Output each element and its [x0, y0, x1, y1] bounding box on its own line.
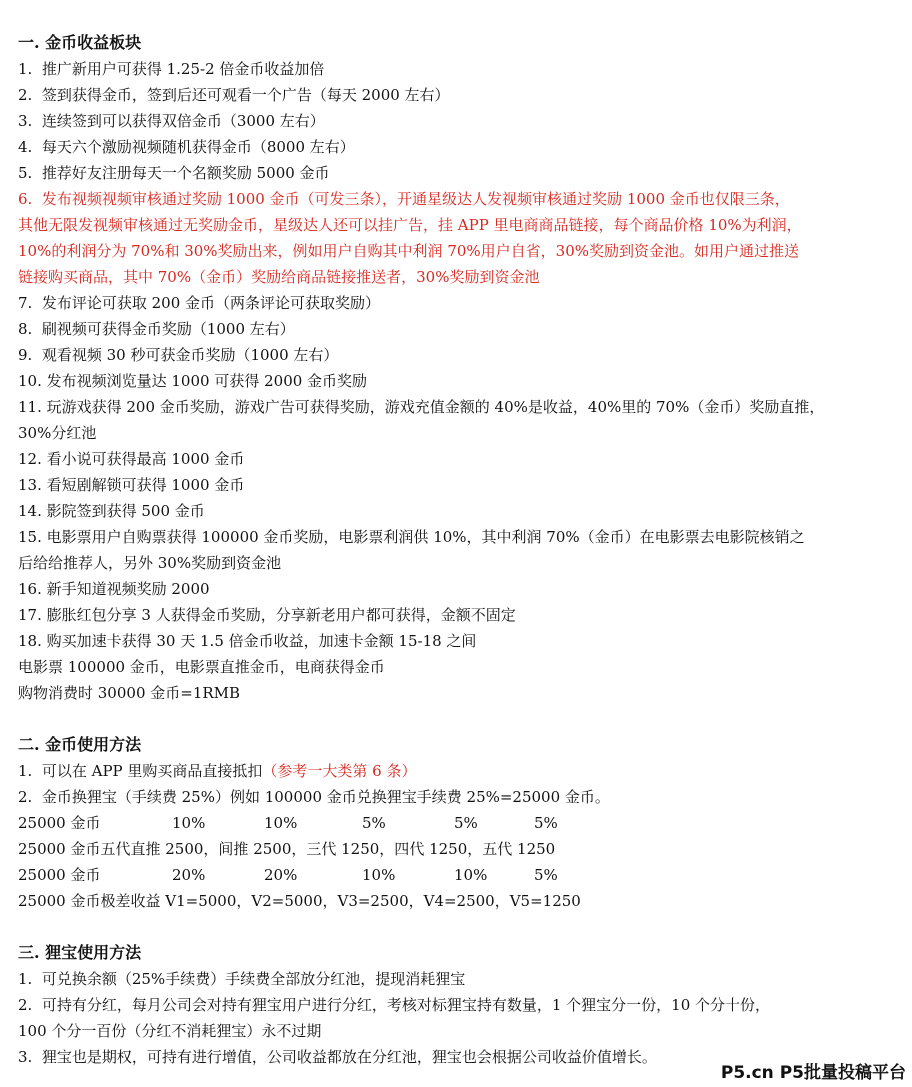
ratio-cell: 5% [534, 814, 558, 832]
section1-list [18, 56, 898, 706]
list-item: 10. 发布视频浏览量达 1000 可获得 2000 金币奖励 [18, 372, 368, 390]
highlight-line: 其他无限发视频审核通过无奖励金币，星级达人还可以挂广告，挂 APP 里电商商品链接，每个商品价格 10%为利润， [18, 216, 802, 234]
section1-title: 一. 金币收益板块 [18, 33, 142, 52]
list-item: 11. 玩游戏获得 200 金币奖励，游戏广告可获得奖励，游戏充值金额的 40%是收益，40%里的 70%（金币）奖励直推， [18, 398, 825, 416]
highlight-line: 10%的利润分为 70%和 30%奖励出来，例如用户自购其中利润 70%用户自省，30%奖励到资金池。如用户通过推送 [18, 242, 800, 260]
section2-list [18, 758, 898, 914]
list-item: 电影票 100000 金币，电影票直推金币，电商获得金币 [18, 658, 385, 676]
list-item: 7. 发布评论可获取 200 金币（两条评论可获取奖励） [18, 294, 381, 312]
ratio-cell: 25000 金币 [18, 814, 101, 832]
watermark: P5.cn P5批量投稿平台 [720, 1063, 906, 1083]
ratio-cell: 5% [362, 814, 386, 832]
ratio-cell: 5% [454, 814, 478, 832]
list-item: 12. 看小说可获得最高 1000 金币 [18, 450, 245, 468]
ratio-row [18, 810, 898, 836]
ratio-cell: 5% [534, 866, 558, 884]
section3-title: 三. 狸宝使用方法 [18, 943, 142, 962]
list-item: 2. 金币换狸宝（手续费 25%）例如 100000 金币兑换狸宝手续费 25%=25000 金币。 [18, 788, 610, 806]
list-item: 15. 电影票用户自购票获得 100000 金币奖励，电影票利润供 10%，其中利润 70%（金币）在电影票去电影院核销之 [18, 528, 805, 546]
list-item: 2. 可持有分红，每月公司会对持有狸宝用户进行分红，考核对标狸宝持有数量，1 个狸宝分一份，10 个分十份， [18, 996, 771, 1014]
list-item: 购物消费时 30000 金币=1RMB [18, 684, 241, 702]
highlight-line: 链接购买商品，其中 70%（金币）奖励给商品链接推送者，30%奖励到资金池 [18, 268, 540, 286]
ratio-cell: 10% [172, 814, 206, 832]
list-item [18, 758, 898, 784]
ratio-cell: 10% [362, 866, 396, 884]
list-item: 1. 可兑换余额（25%手续费）手续费全部放分红池，提现消耗狸宝 [18, 970, 466, 988]
list-item: 后给给推荐人，另外 30%奖励到资金池 [18, 554, 282, 572]
highlight-line: 6. 发布视频视频审核通过奖励 1000 金币（可发三条），开通星级达人发视频审核通过奖励 1000 金币也仅限三条， [18, 190, 790, 208]
list-item: 4. 每天六个激励视频随机获得金币（8000 左右） [18, 138, 355, 156]
ratio-cell: 20% [172, 866, 206, 884]
list-item: 1. 推广新用户可获得 1.25-2 倍金币收益加倍 [18, 60, 325, 78]
list-item: 18. 购买加速卡获得 30 天 1.5 倍金币收益，加速卡金额 15-18 之间 [18, 632, 477, 650]
list-item: 2. 签到获得金币，签到后还可观看一个广告（每天 2000 左右） [18, 86, 450, 104]
list-item: 3. 狸宝也是期权，可持有进行增值，公司收益都放在分红池，狸宝也会根据公司收益价值增长。 [18, 1048, 657, 1066]
document [18, 30, 898, 1070]
ratio-cell: 20% [264, 866, 298, 884]
section3-list [18, 966, 898, 1070]
list-item: 25000 金币极差收益 V1=5000，V2=5000，V3=2500，V4=2500，V5=1250 [18, 892, 581, 910]
list-item: 9. 观看视频 30 秒可获金币奖励（1000 左右） [18, 346, 339, 364]
section2-title: 二. 金币使用方法 [18, 735, 142, 754]
list-item: 25000 金币五代直推 2500，间推 2500，三代 1250，四代 1250，五代 1250 [18, 840, 556, 858]
ratio-row [18, 862, 898, 888]
list-item: 8. 刷视频可获得金币奖励（1000 左右） [18, 320, 295, 338]
list-item: 16. 新手知道视频奖励 2000 [18, 580, 210, 598]
list-item: 3. 连续签到可以获得双倍金币（3000 左右） [18, 112, 325, 130]
reference-note: （参考一大类第 6 条） [262, 762, 417, 780]
list-item: 13. 看短剧解锁可获得 1000 金币 [18, 476, 245, 494]
list-item: 100 个分一百份（分红不消耗狸宝）永不过期 [18, 1022, 322, 1040]
list-item: 30%分红池 [18, 424, 97, 442]
list-item: 17. 膨胀红包分享 3 人获得金币奖励，分享新老用户都可获得，金额不固定 [18, 606, 516, 624]
ratio-cell: 10% [454, 866, 488, 884]
ratio-cell: 10% [264, 814, 298, 832]
ratio-cell: 25000 金币 [18, 866, 101, 884]
list-item: 5. 推荐好友注册每天一个名额奖励 5000 金币 [18, 164, 330, 182]
list-item: 14. 影院签到获得 500 金币 [18, 502, 205, 520]
item-text: 1. 可以在 APP 里购买商品直接抵扣 [18, 762, 263, 780]
